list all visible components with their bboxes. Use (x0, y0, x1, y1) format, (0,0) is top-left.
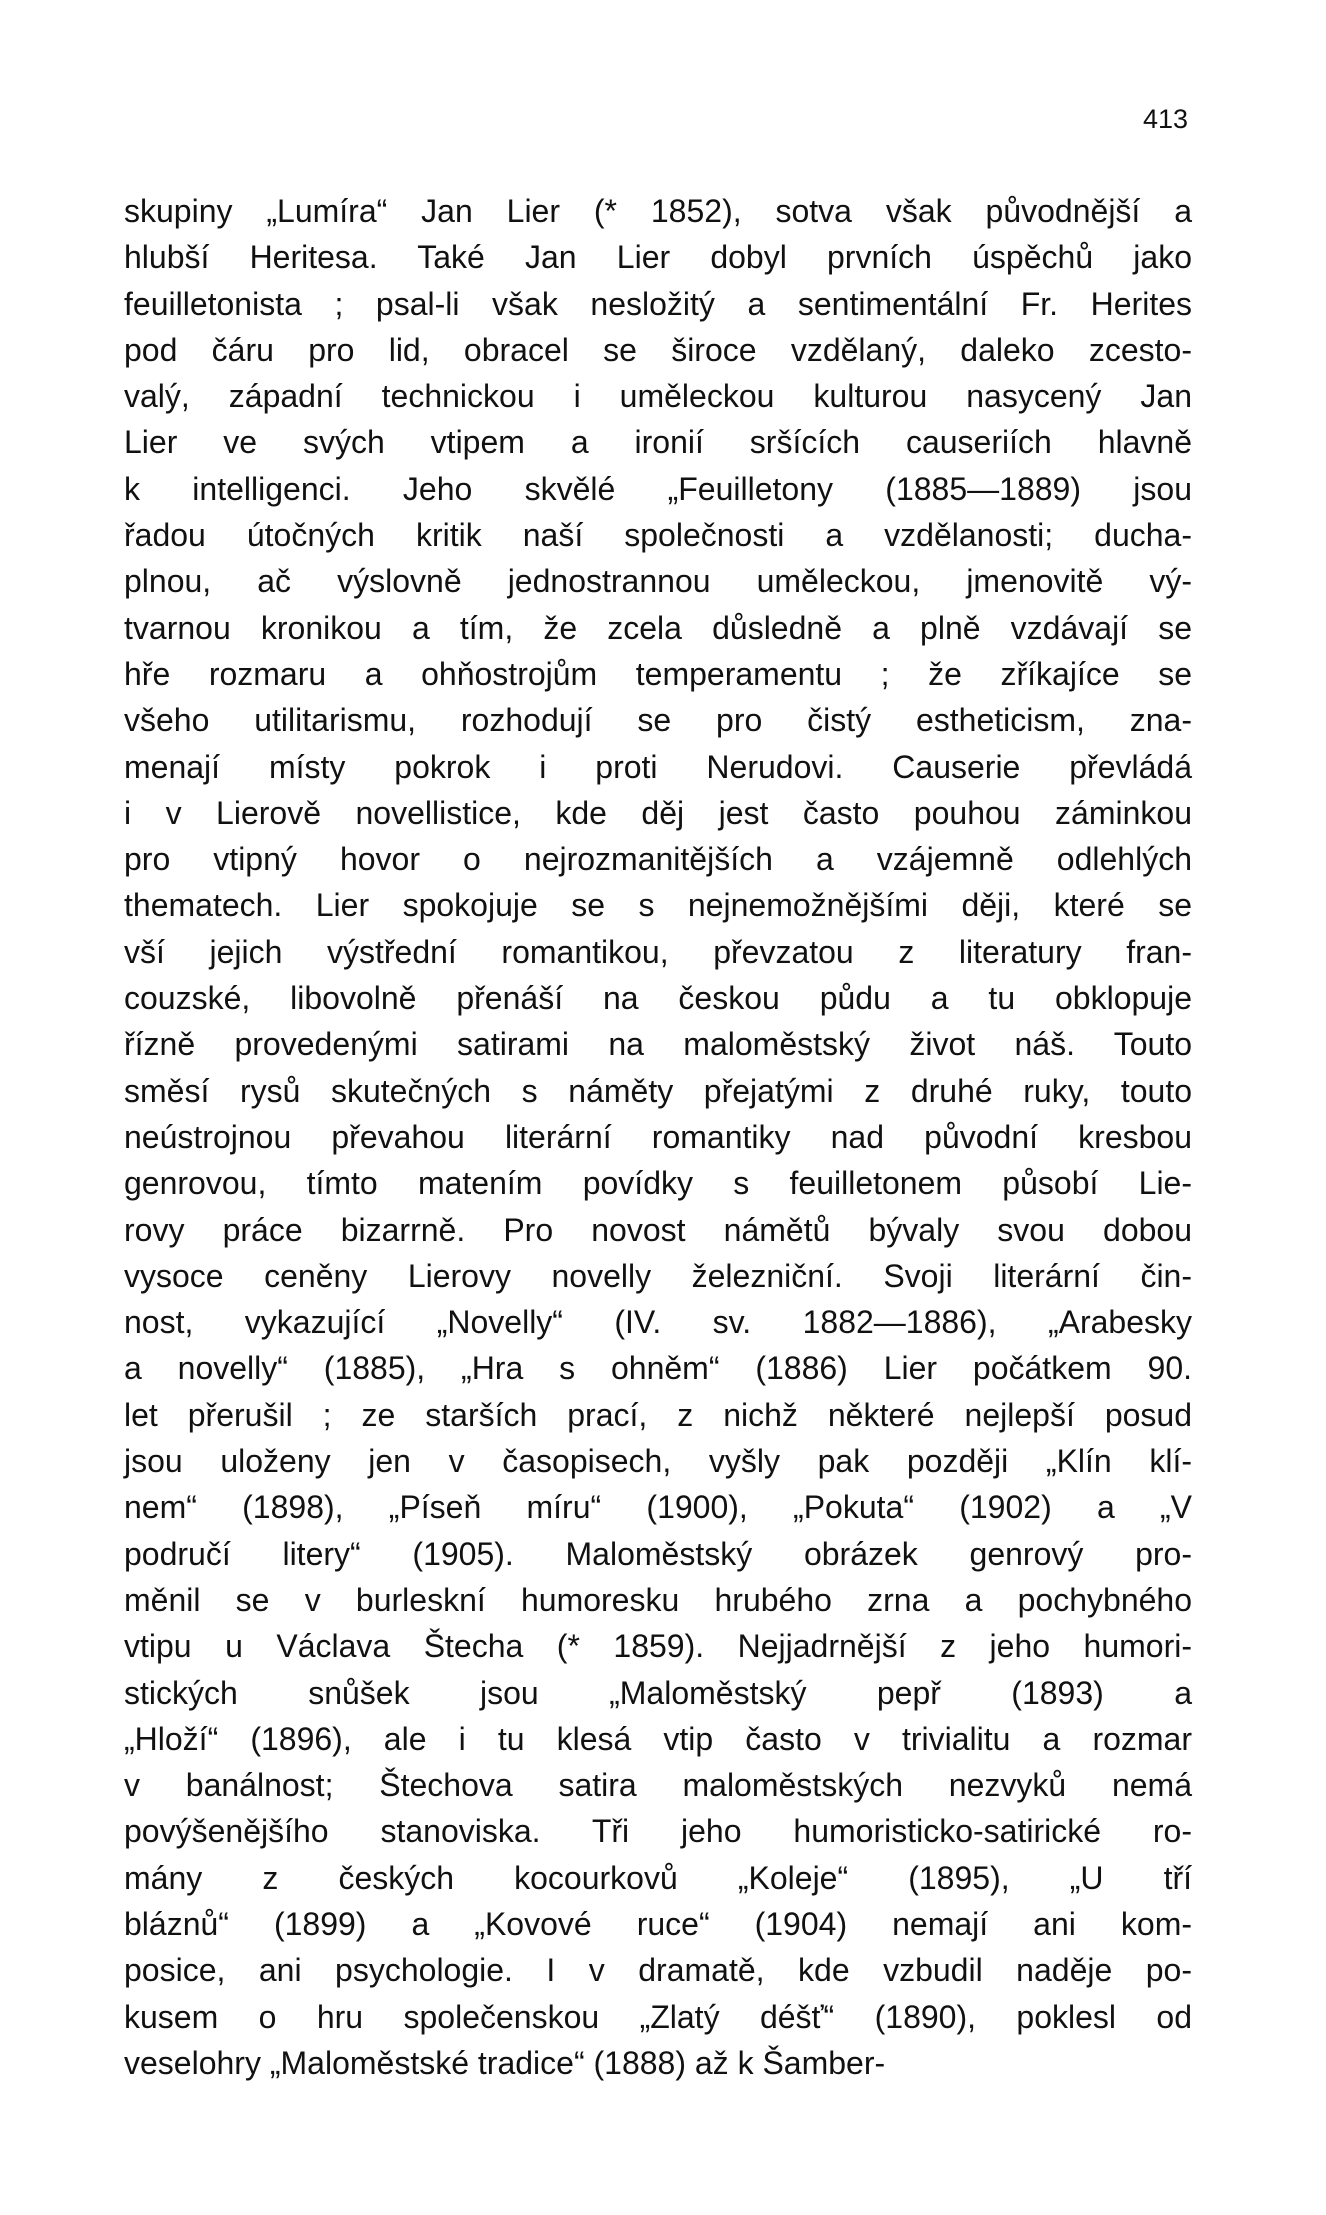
text-line: povýšenějšího stanoviska. Tři jeho humoristicko-satirické ro- (124, 1813, 1192, 1850)
text-line: hlubší Heritesa. Také Jan Lier dobyl prvních úspěchů jako (124, 239, 1192, 276)
text-line: řadou útočných kritik naší společnosti a vzdělanosti; ducha- (124, 517, 1192, 554)
text-line: vší jejich výstřední romantikou, převzatou z literatury fran- (124, 933, 1192, 970)
text-line: let přerušil ; ze starších prací, z nichž některé nejlepší posud (124, 1396, 1192, 1433)
text-line: tvarnou kronikou a tím, že zcela důsledně a plně vzdávají se (124, 609, 1192, 646)
text-line: kusem o hru společenskou „Zlatý déšť“ (1890), poklesl od (124, 1998, 1192, 2035)
text-line: nost, vykazující „Novelly“ (IV. sv. 1882—1886), „Arabesky (124, 1304, 1192, 1341)
text-line: skupiny „Lumíra“ Jan Lier (* 1852), sotva však původnější a (124, 193, 1192, 229)
text-line: a novelly“ (1885), „Hra s ohněm“ (1886) Lier počátkem 90. (124, 1350, 1192, 1387)
text-line: valý, západní technickou i uměleckou kulturou nasycený Jan (124, 378, 1192, 415)
text-line: stických snůšek jsou „Maloměstský pepř (1893) a (124, 1674, 1192, 1711)
text-line: područí litery“ (1905). Maloměstský obrázek genrový pro- (124, 1535, 1192, 1572)
text-line: couzské, libovolně přenáší na českou půdu a tu obklopuje (124, 980, 1192, 1017)
text-line: hře rozmaru a ohňostrojům temperamentu ; že zříkajíce se (124, 655, 1192, 692)
text-line: vtipu u Václava Štecha (* 1859). Nejjadrnější z jeho humori- (124, 1628, 1192, 1665)
text-line: Lier ve svých vtipem a ironií sršících causeriích hlavně (124, 424, 1192, 461)
text-line: vysoce ceněny Lierovy novelly železniční. Svoji literární čin- (124, 1257, 1192, 1294)
text-line: feuilletonista ; psal-li však nesložitý a sentimentální Fr. Herites (124, 285, 1192, 322)
text-line: veselohry „Maloměstské tradice“ (1888) až k Šamber- (124, 2044, 886, 2081)
text-line: jsou uloženy jen v časopisech, vyšly pak později „Klín klí- (124, 1443, 1192, 1480)
text-line: thematech. Lier spokojuje se s nejnemožnějšími ději, které se (124, 887, 1192, 924)
text-line: řízně provedenými satirami na maloměstský život náš. Touto (124, 1026, 1192, 1063)
text-line: „Hloží“ (1896), ale i tu klesá vtip často v trivialitu a rozmar (124, 1720, 1192, 1757)
text-line: genrovou, tímto matením povídky s feuilletonem působí Lie- (124, 1165, 1192, 1202)
page-number: 413 (1142, 104, 1188, 134)
text-line: neústrojnou převahou literární romantiky nad původní kresbou (124, 1118, 1192, 1155)
text-line: plnou, ač výslovně jednostrannou uměleckou, jmenovitě vý- (124, 563, 1192, 600)
text-line: v banálnost; Štechova satira maloměstských nezvyků nemá (124, 1767, 1192, 1804)
text-line: pro vtipný hovor o nejrozmanitějších a vzájemně odlehlých (124, 841, 1192, 878)
text-line: rovy práce bizarrně. Pro novost námětů bývaly svou dobou (124, 1211, 1192, 1248)
text-line: i v Lierově novellistice, kde děj jest často pouhou záminkou (124, 794, 1192, 831)
text-line: měnil se v burleskní humoresku hrubého zrna a pochybného (124, 1581, 1192, 1618)
text-line: pod čáru pro lid, obracel se široce vzdělaný, daleko zcesto- (124, 331, 1192, 368)
text-line: menají místy pokrok i proti Nerudovi. Causerie převládá (124, 748, 1192, 785)
body-text (124, 188, 1192, 2086)
text-line: všeho utilitarismu, rozhodují se pro čistý estheticism, zna- (124, 702, 1192, 739)
text-line: mány z českých kocourkovů „Koleje“ (1895), „U tří (124, 1859, 1192, 1896)
text-line: nem“ (1898), „Píseň míru“ (1900), „Pokuta“ (1902) a „V (124, 1489, 1192, 1526)
text-line: k intelligenci. Jeho skvělé „Feuilletony (1885—1889) jsou (124, 470, 1192, 507)
text-line: směsí rysů skutečných s náměty přejatými z druhé ruky, touto (124, 1072, 1192, 1109)
text-line: posice, ani psychologie. I v dramatě, kde vzbudil naděje po- (124, 1952, 1192, 1989)
text-line: bláznů“ (1899) a „Kovové ruce“ (1904) nemají ani kom- (124, 1905, 1192, 1942)
